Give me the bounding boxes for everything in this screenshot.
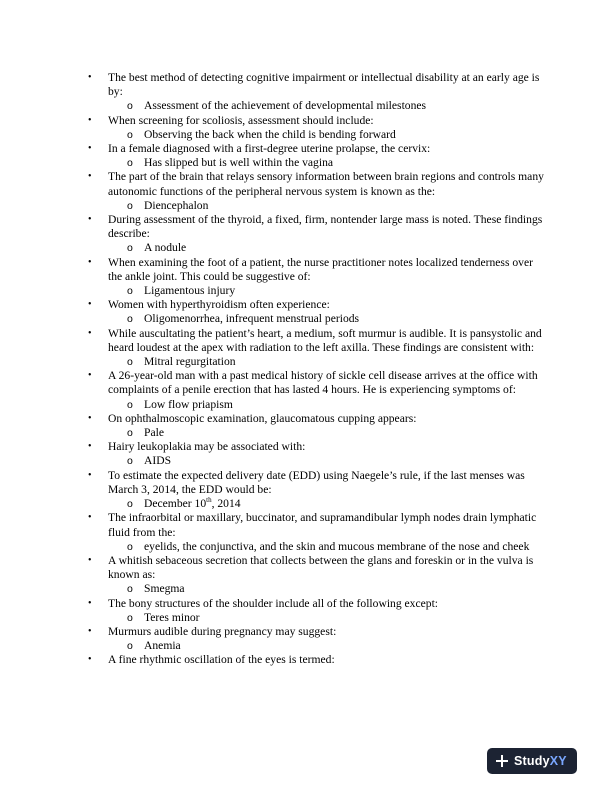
- bullet-marker: •: [88, 554, 92, 566]
- studyxy-badge[interactable]: [487, 748, 577, 774]
- sub-bullet-marker: o: [127, 498, 133, 511]
- answer-text: Mitral regurgitation: [144, 355, 236, 369]
- question-text: Hairy leukoplakia may be associated with:: [108, 440, 306, 454]
- answer-line: [108, 99, 548, 113]
- answer-text: Oligomenorrhea, infrequent menstrual periods: [144, 312, 360, 326]
- bullet-marker: •: [88, 597, 92, 609]
- brand-name-main: Study: [514, 754, 550, 768]
- sub-bullet-marker: o: [127, 356, 133, 369]
- question-text: The best method of detecting cognitive impairment or intellectual disability at an early age is by:: [108, 71, 540, 99]
- question-text: To estimate the expected delivery date (EDD) using Naegele’s rule, if the last menses was March 3, 2014, the EDD would be:: [108, 468, 525, 496]
- list-item: [88, 554, 548, 597]
- answer-text: AIDS: [144, 454, 172, 468]
- sub-bullet-marker: o: [127, 583, 133, 596]
- sub-bullet-marker: o: [127, 427, 133, 440]
- sub-bullet-marker: o: [127, 540, 133, 553]
- list-item: [88, 469, 548, 512]
- sub-bullet-marker: o: [127, 611, 133, 624]
- answer-text: Assessment of the achievement of developmental milestones: [144, 99, 427, 113]
- answer-text: Diencephalon: [144, 198, 209, 212]
- sub-bullet-marker: o: [127, 128, 133, 141]
- answer-text: Anemia: [144, 639, 181, 653]
- answer-text: eyelids, the conjunctiva, and the skin and mucous membrane of the nose and cheek: [144, 539, 530, 553]
- answer-text-year: , 2014: [211, 497, 241, 511]
- answer-text: Teres minor: [144, 610, 200, 624]
- answer-text: Observing the back when the child is bending forward: [144, 127, 396, 141]
- bullet-marker: •: [88, 469, 92, 481]
- list-item: [88, 142, 548, 170]
- answer-line: [108, 454, 548, 468]
- answer-line: [108, 199, 548, 213]
- answer-line: [108, 156, 548, 170]
- question-text: A 26-year-old man with a past medical history of sickle cell disease arrives at the office with complaints of a penile erection that has lasted 4 hours. He is experiencing symptoms of:: [108, 369, 538, 397]
- sub-bullet-marker: o: [127, 313, 133, 326]
- brand-name-accent: XY: [549, 754, 567, 768]
- question-text: While auscultating the patient’s heart, a medium, soft murmur is audible. It is pansystolic and heard loudest at the apex with radiation to the left axilla. These findings are consistent with:: [108, 326, 542, 354]
- bullet-marker: •: [88, 625, 92, 637]
- question-list: [88, 71, 548, 668]
- list-item: [88, 511, 548, 554]
- bullet-marker: •: [88, 654, 92, 666]
- list-item: [88, 71, 548, 114]
- answer-line: [108, 639, 548, 653]
- question-text: In a female diagnosed with a first-degree uterine prolapse, the cervix:: [108, 142, 431, 156]
- bullet-marker: •: [88, 441, 92, 453]
- sub-bullet-marker: o: [127, 199, 133, 212]
- list-item: [88, 369, 548, 412]
- sub-bullet-marker: o: [127, 640, 133, 653]
- answer-text: Ligamentous injury: [144, 284, 236, 298]
- bullet-marker: •: [88, 412, 92, 424]
- list-item: [88, 170, 548, 213]
- answer-line: [108, 582, 548, 596]
- bullet-marker: •: [88, 214, 92, 226]
- list-item: [88, 298, 548, 326]
- answer-text: [144, 497, 241, 510]
- list-item: [88, 412, 548, 440]
- answer-line: [108, 312, 548, 326]
- sub-bullet-marker: o: [127, 455, 133, 468]
- answer-line: [108, 241, 548, 255]
- answer-text: Has slipped but is well within the vagina: [144, 156, 334, 170]
- answer-line: [108, 398, 548, 412]
- bullet-marker: •: [88, 114, 92, 126]
- question-text: The infraorbital or maxillary, buccinator, and supramandibular lymph nodes drain lymphatic fluid from the:: [108, 511, 537, 539]
- bullet-marker: •: [88, 256, 92, 268]
- answer-text: Pale: [144, 426, 164, 440]
- bullet-marker: •: [88, 327, 92, 339]
- answer-text: A nodule: [144, 241, 187, 255]
- answer-line: [108, 611, 548, 625]
- list-item: [88, 653, 548, 667]
- answer-line: [108, 426, 548, 440]
- question-text: On ophthalmoscopic examination, glaucomatous cupping appears:: [108, 411, 417, 425]
- answer-line: [108, 497, 548, 511]
- question-text: The part of the brain that relays sensory information between brain regions and controls many autonomic functions of the peripheral nervous system is known as the:: [108, 170, 544, 198]
- bullet-marker: •: [88, 299, 92, 311]
- sub-bullet-marker: o: [127, 398, 133, 411]
- answer-line: [108, 540, 548, 554]
- question-text: When screening for scoliosis, assessment should include:: [108, 113, 374, 127]
- list-item: [88, 256, 548, 299]
- answer-line: [108, 128, 548, 142]
- question-text: When examining the foot of a patient, the nurse practitioner notes localized tenderness over the ankle joint. This could be suggestive of:: [108, 255, 533, 283]
- bullet-marker: •: [88, 72, 92, 83]
- question-text: Murmurs audible during pregnancy may suggest:: [108, 624, 337, 638]
- bullet-marker: •: [88, 143, 92, 155]
- list-item: [88, 327, 548, 370]
- bullet-marker: •: [88, 370, 92, 382]
- answer-line: [108, 284, 548, 298]
- question-text: Women with hyperthyroidism often experience:: [108, 298, 330, 312]
- list-item: [88, 213, 548, 256]
- answer-text-main: December 10: [144, 497, 207, 511]
- answer-text: Low flow priapism: [144, 397, 233, 411]
- question-text: A whitish sebaceous secretion that collects between the glans and foreskin or in the vulva is known as:: [108, 553, 534, 582]
- ordinal-suffix: th: [206, 496, 212, 505]
- bullet-marker: •: [88, 512, 92, 524]
- plus-icon: [496, 755, 508, 767]
- list-item: [88, 625, 548, 653]
- question-text: The bony structures of the shoulder include all of the following except:: [108, 596, 439, 610]
- list-item: [88, 597, 548, 625]
- brand-name: [514, 754, 567, 768]
- question-text: A fine rhythmic oscillation of the eyes is termed:: [108, 653, 335, 667]
- answer-line: [108, 355, 548, 369]
- answer-text: Smegma: [144, 582, 185, 596]
- bullet-marker: •: [88, 171, 92, 183]
- question-text: During assessment of the thyroid, a fixed, firm, nontender large mass is noted. These findings describe:: [108, 213, 543, 241]
- sub-bullet-marker: o: [127, 242, 133, 255]
- sub-bullet-marker: o: [127, 100, 133, 113]
- sub-bullet-marker: o: [127, 285, 133, 298]
- sub-bullet-marker: o: [127, 157, 133, 170]
- list-item: [88, 440, 548, 468]
- list-item: [88, 114, 548, 142]
